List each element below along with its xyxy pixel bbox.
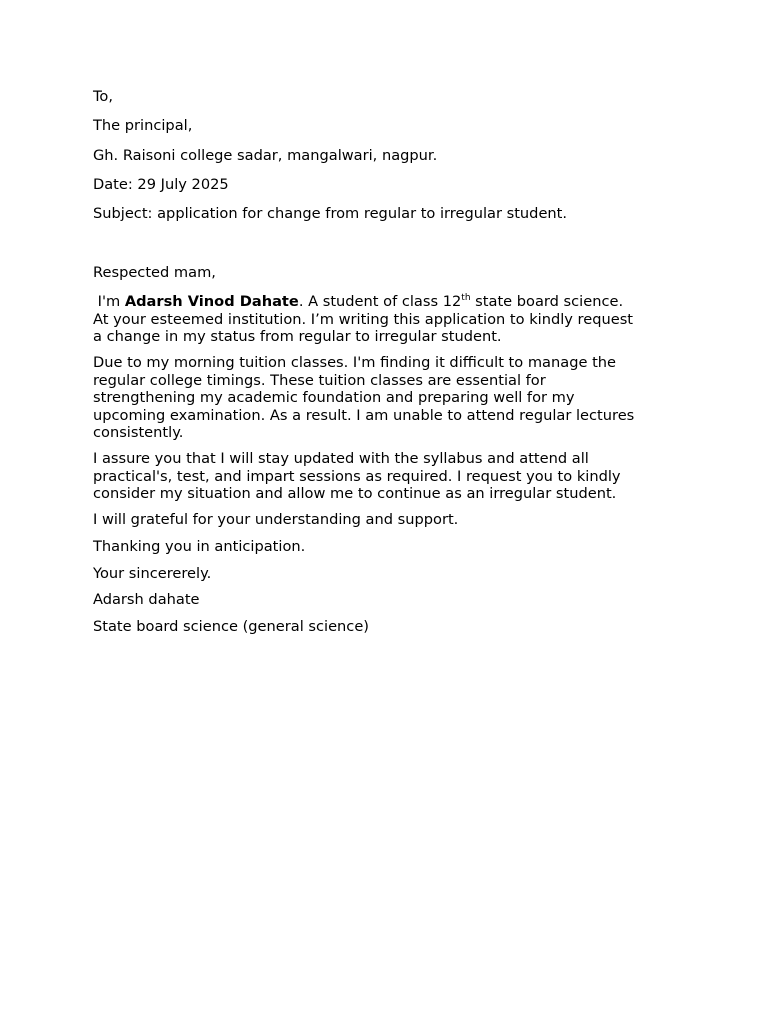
paragraph-line: strengthening my academic foundation and preparing well for my bbox=[93, 389, 575, 406]
student-name: Adarsh Vinod Dahate bbox=[124, 293, 299, 310]
salutation: Respected mam, bbox=[93, 264, 216, 281]
paragraph-line: Due to my morning tuition classes. I'm finding it difficult to manage the bbox=[93, 354, 617, 371]
intro-line-2: At your esteemed institution. I’m writing this application to kindly request bbox=[93, 310, 634, 328]
letter-date: Date: 29 July 2025 bbox=[93, 176, 229, 193]
signature-name: Adarsh dahate bbox=[93, 591, 200, 608]
gratitude-line: I will grateful for your understanding and support. bbox=[93, 511, 459, 528]
intro-paragraph bbox=[93, 293, 683, 346]
recipient-line: The principal, bbox=[93, 117, 193, 134]
letter-subject: Subject: application for change from regular to irregular student. bbox=[93, 205, 568, 222]
thanks-line: Thanking you in anticipation. bbox=[93, 538, 306, 555]
intro-line-3: a change in my status from regular to irregular student. bbox=[93, 328, 502, 345]
assurance-paragraph bbox=[93, 450, 683, 503]
address-to: To, bbox=[93, 88, 114, 105]
intro-after-name: . A student of class 12 bbox=[298, 293, 462, 310]
paragraph-line: consider my situation and allow me to continue as an irregular student. bbox=[93, 485, 617, 502]
paragraph-line: practical's, test, and impart sessions as required. I request you to kindly bbox=[93, 467, 621, 485]
tuition-paragraph bbox=[93, 354, 683, 442]
paragraph-line: upcoming examination. As a result. I am unable to attend regular lectures bbox=[93, 406, 635, 424]
class-superscript: th bbox=[461, 293, 471, 303]
signature-designation: State board science (general science) bbox=[93, 618, 370, 635]
paragraph-line: I assure you that I will stay updated with the syllabus and attend all bbox=[93, 450, 589, 467]
intro-prefix: I'm bbox=[93, 293, 125, 310]
intro-line-1 bbox=[93, 293, 683, 311]
recipient-address: Gh. Raisoni college sadar, mangalwari, nagpur. bbox=[93, 147, 438, 164]
intro-after-sup: state board science. bbox=[470, 293, 624, 310]
closing-line: Your sincererely. bbox=[93, 565, 212, 582]
paragraph-line: regular college timings. These tuition classes are essential for bbox=[93, 371, 546, 389]
paragraph-line: consistently. bbox=[93, 424, 184, 441]
